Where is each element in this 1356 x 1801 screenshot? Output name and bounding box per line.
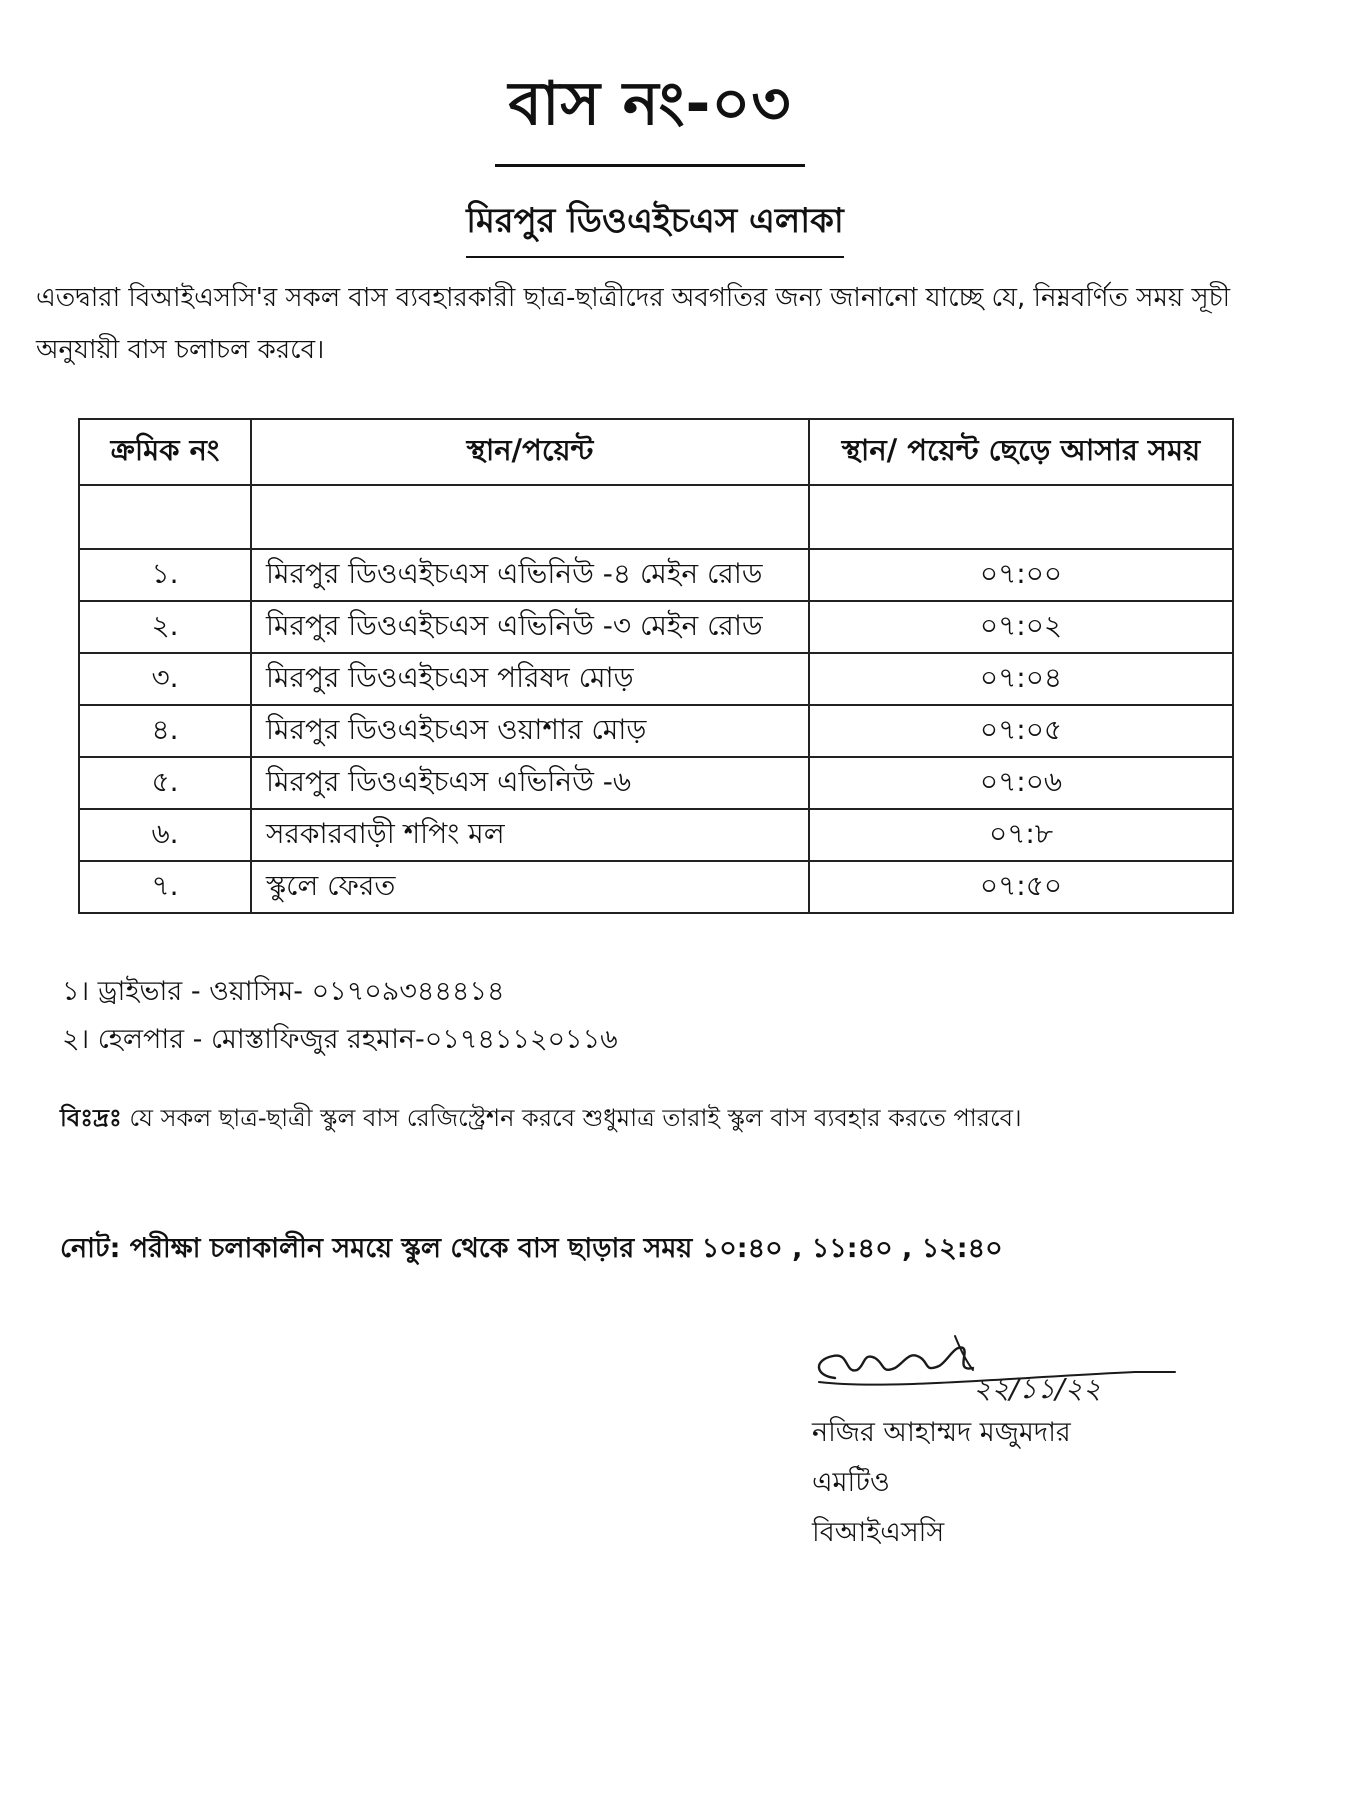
table-row [79, 653, 1233, 705]
area-subtitle: মিরপুর ডিওএইচএস এলাকা [0, 195, 1310, 258]
notice-line [60, 1100, 1310, 1140]
serial-cell: ৭. [79, 861, 251, 913]
serial-cell: ৬. [79, 809, 251, 861]
time-cell: ০৭:০০ [809, 549, 1233, 601]
time-cell: ০৭:০৪ [809, 653, 1233, 705]
table-cell [809, 485, 1233, 549]
signature-block [812, 1408, 1071, 1558]
header-place: স্থান/পয়েন্ট [251, 419, 809, 485]
table-cell [79, 485, 251, 549]
handwritten-signature [805, 1330, 1185, 1408]
exam-time-note: নোট: পরীক্ষা চলাকালীন সময়ে স্কুল থেকে বাস ছাড়ার সময় ১০:৪০ , ১১:৪০ , ১২:৪০ [60, 1233, 1003, 1264]
place-cell: মিরপুর ডিওএইচএস এভিনিউ -৬ [251, 757, 809, 809]
table-header-row [79, 419, 1233, 485]
serial-cell: ৫. [79, 757, 251, 809]
serial-cell: ২. [79, 601, 251, 653]
place-cell: সরকারবাড়ী শপিং মল [251, 809, 809, 861]
time-cell: ০৭:০২ [809, 601, 1233, 653]
place-cell: স্কুলে ফেরত [251, 861, 809, 913]
page-title: বাস নং-০৩ [0, 58, 1300, 167]
table-row [79, 809, 1233, 861]
table-row-empty [79, 485, 1233, 549]
time-cell: ০৭:৫০ [809, 861, 1233, 913]
place-cell: মিরপুর ডিওএইচএস এভিনিউ -৩ মেইন রোড [251, 601, 809, 653]
table-row [79, 757, 1233, 809]
intro-paragraph: এতদ্বারা বিআইএসসি'র সকল বাস ব্যবহারকারী ছাত্র-ছাত্রীদের অবগতির জন্য জানানো যাচ্ছে যে, নিম্নবর্ণিত সময় সূচী অনুযায়ী বাস চলাচল করবে। [36, 283, 1231, 365]
driver-contact: ১। ড্রাইভার - ওয়াসিম- ০১৭০৯৩৪৪৪১৪ [62, 976, 505, 1007]
time-cell: ০৭:০৫ [809, 705, 1233, 757]
svg-text:২২/১১/২২: ২২/১১/২২ [973, 1372, 1102, 1405]
time-cell: ০৭:৮ [809, 809, 1233, 861]
table-row [79, 705, 1233, 757]
signatory-name: নজির আহাম্মদ মজুমদার [812, 1417, 1071, 1448]
staff-contacts [62, 968, 618, 1064]
serial-cell: ১. [79, 549, 251, 601]
serial-cell: ৪. [79, 705, 251, 757]
place-cell: মিরপুর ডিওএইচএস এভিনিউ -৪ মেইন রোড [251, 549, 809, 601]
helper-contact: ২। হেলপার - মোস্তাফিজুর রহমান-০১৭৪১১২০১১৬ [62, 1024, 618, 1055]
table-cell [251, 485, 809, 549]
serial-cell: ৩. [79, 653, 251, 705]
place-cell: মিরপুর ডিওএইচএস পরিষদ মোড় [251, 653, 809, 705]
signatory-organization: বিআইএসসি [812, 1517, 945, 1548]
notice-label: বিঃদ্রঃ [60, 1104, 122, 1132]
header-serial: ক্রমিক নং [79, 419, 251, 485]
schedule-table [78, 418, 1234, 914]
signatory-designation: এমটিও [812, 1467, 890, 1498]
header-time: স্থান/ পয়েন্ট ছেড়ে আসার সময় [809, 419, 1233, 485]
place-cell: মিরপুর ডিওএইচএস ওয়াশার মোড় [251, 705, 809, 757]
notice-text: যে সকল ছাত্র-ছাত্রী স্কুল বাস রেজিস্ট্রেশন করবে শুধুমাত্র তারাই স্কুল বাস ব্যবহার করতে পারবে। [121, 1104, 1022, 1132]
time-cell: ০৭:০৬ [809, 757, 1233, 809]
table-row [79, 861, 1233, 913]
table-row [79, 601, 1233, 653]
table-row [79, 549, 1233, 601]
